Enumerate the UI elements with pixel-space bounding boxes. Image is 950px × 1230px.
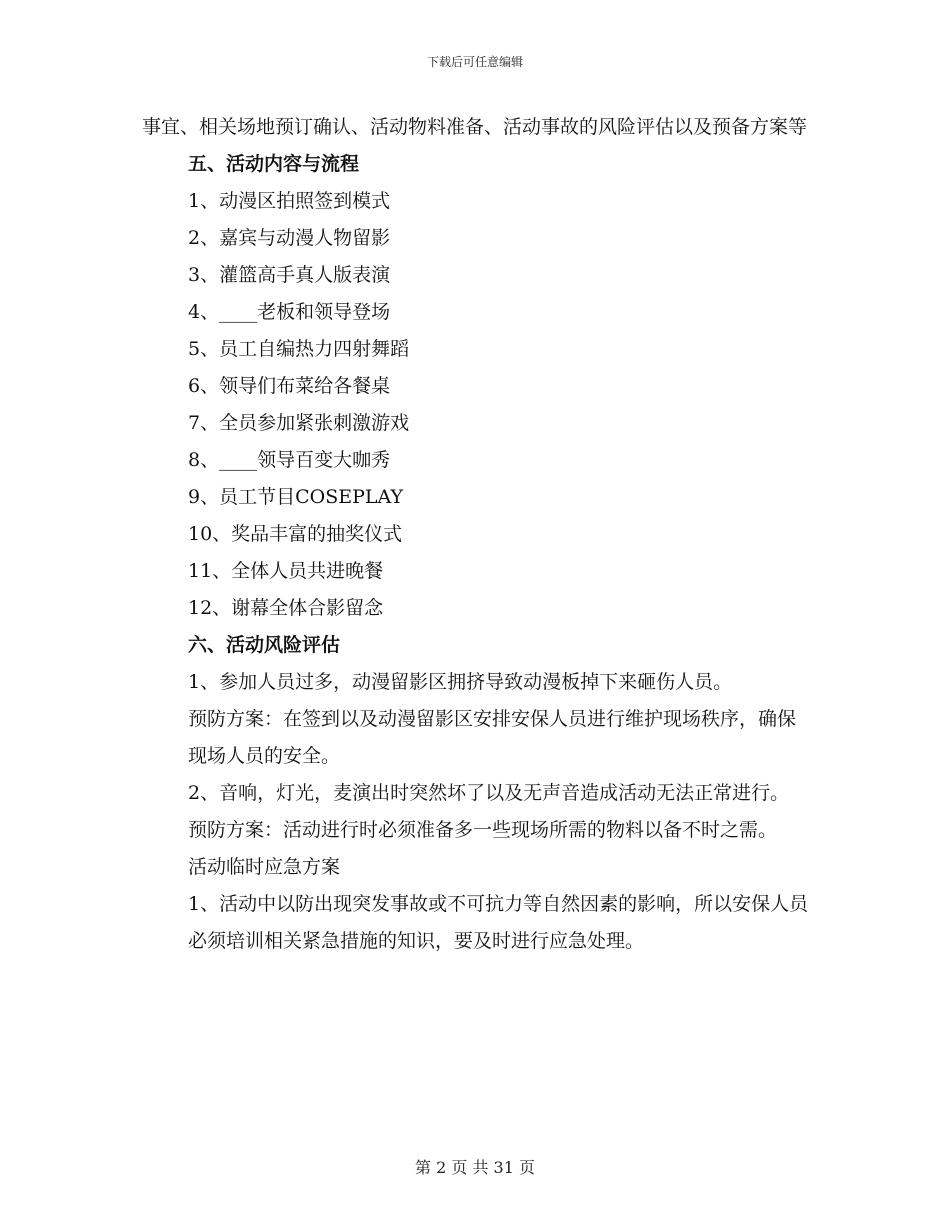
emergency-paragraph-1: 1、活动中以防出现突发事故或不可抗力等自然因素的影响，所以安保人员必须培训相关紧急措施的知识，要及时进行应急处理。 (188, 893, 809, 952)
list-item: 4、____老板和领导登场 (188, 301, 391, 323)
list-item: 6、领导们布菜给各餐桌 (188, 375, 391, 397)
page-footer: 第 2 页 共 31 页 (415, 1158, 535, 1177)
list-item: 9、员工节目COSEPLAY (188, 486, 403, 508)
document-body (142, 109, 814, 960)
list-item: 5、员工自编热力四射舞蹈 (188, 338, 410, 360)
list-item: 8、____领导百变大咖秀 (188, 449, 391, 471)
risk-paragraph-2: 2、音响，灯光，麦演出时突然坏了以及无声音造成活动无法正常进行。 (188, 782, 790, 804)
list-item: 1、动漫区拍照签到模式 (188, 190, 391, 212)
prevention-paragraph-2: 预防方案：活动进行时必须准备多一些现场所需的物料以备不时之需。 (188, 819, 778, 841)
page-header: 下载后可任意编辑 (426, 55, 523, 69)
section-5-list (142, 183, 814, 627)
list-item: 10、奖品丰富的抽奖仪式 (188, 523, 403, 545)
section-6-heading: 六、活动风险评估 (188, 634, 341, 656)
prevention-paragraph-1: 预防方案：在签到以及动漫留影区安排安保人员进行维护现场秩序，确保现场人员的安全。 (188, 708, 797, 767)
list-item: 2、嘉宾与动漫人物留影 (188, 227, 391, 249)
emergency-plan-heading: 活动临时应急方案 (188, 856, 341, 878)
risk-paragraph-1: 1、参加人员过多，动漫留影区拥挤导致动漫板掉下来砸伤人员。 (188, 671, 733, 693)
list-item: 3、灌篮高手真人版表演 (188, 264, 391, 286)
list-item: 11、全体人员共进晚餐 (188, 560, 384, 582)
section-5-heading: 五、活动内容与流程 (188, 153, 360, 175)
list-item: 12、谢幕全体合影留念 (188, 597, 384, 619)
list-item: 7、全员参加紧张刺激游戏 (188, 412, 410, 434)
intro-paragraph: 事宜、相关场地预订确认、活动物料准备、活动事故的风险评估以及预备方案等 (142, 116, 808, 138)
